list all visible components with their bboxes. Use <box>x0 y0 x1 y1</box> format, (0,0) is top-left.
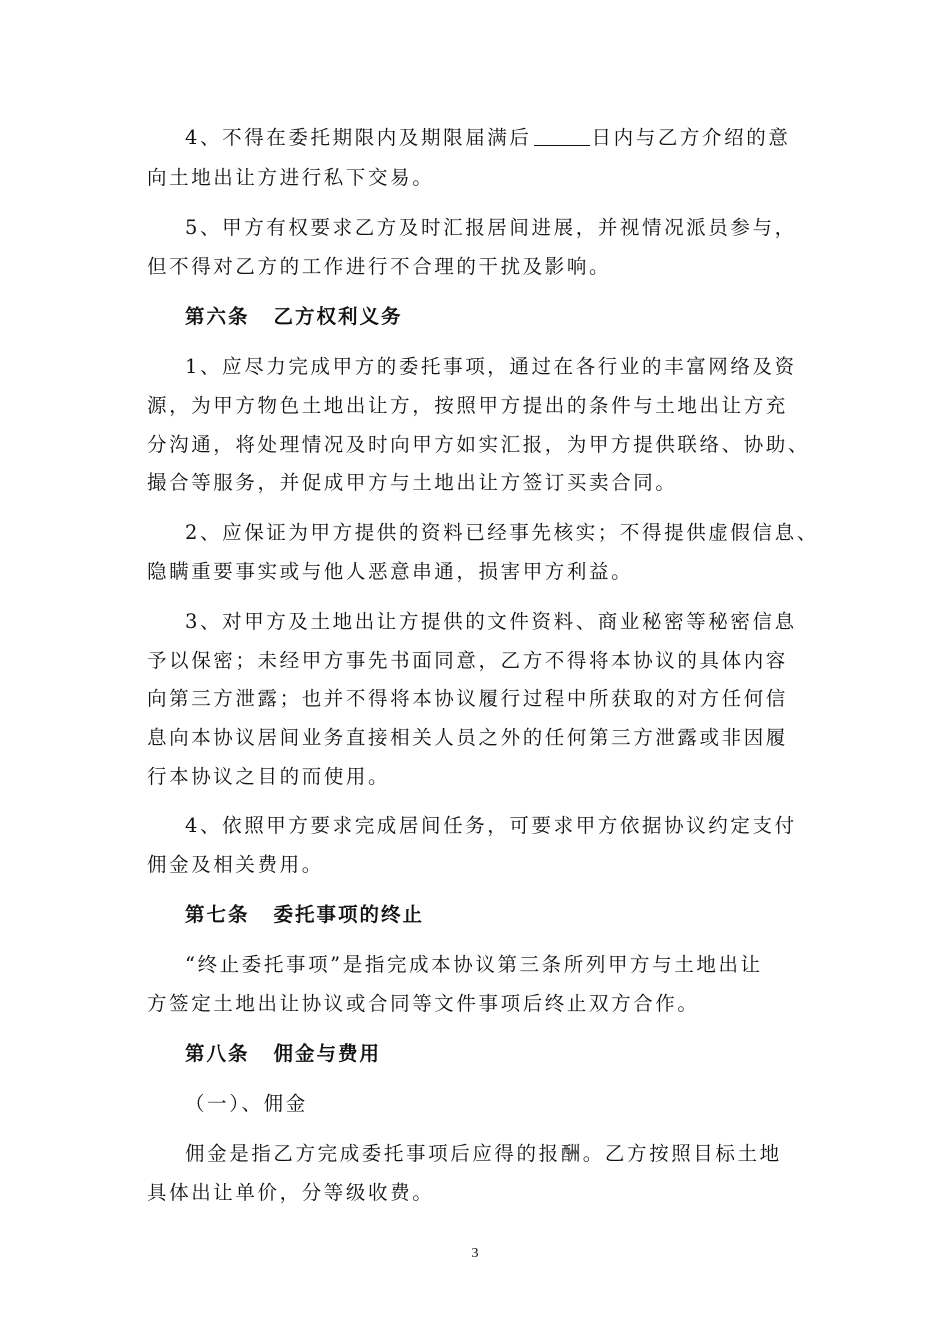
article-8-number: 第八条 <box>185 1042 250 1065</box>
article-6-number: 第六条 <box>185 305 250 328</box>
article-6-item-1-line-2: 源，为甲方物色土地出让方，按照甲方提出的条件与土地出让方充 <box>147 394 788 417</box>
article-6-item-3-line-5: 行本协议之目的而使用。 <box>147 765 391 788</box>
clause-5-line-1: 5、甲方有权要求乙方及时汇报居间进展，并视情况派员参与， <box>185 216 797 239</box>
article-6-item-4-line-2: 佣金及相关费用。 <box>147 853 324 876</box>
article-8-text-line-1: 佣金是指乙方完成委托事项后应得的报酬。乙方按照目标土地 <box>185 1142 782 1165</box>
article-8-text-line-2: 具体出让单价，分等级收费。 <box>147 1181 435 1204</box>
article-6-item-1-line-3: 分沟通，将处理情况及时向甲方如实汇报，为甲方提供联络、协助、 <box>147 433 811 456</box>
article-7-title: 委托事项的终止 <box>273 903 425 926</box>
article-6-item-3-line-4: 息向本协议居间业务直接相关人员之外的任何第三方泄露或非因履 <box>147 726 788 749</box>
clause-5-line-2: 但不得对乙方的工作进行不合理的干扰及影响。 <box>147 255 612 278</box>
article-6-title: 乙方权利义务 <box>273 305 403 328</box>
article-6-item-2-line-1: 2、应保证为甲方提供的资料已经事先核实；不得提供虚假信息、 <box>185 521 819 544</box>
article-8-heading <box>185 1041 381 1067</box>
article-8-subsection-1: （一）、佣金 <box>185 1092 308 1115</box>
clause-4-line-1 <box>185 125 790 151</box>
article-8-title: 佣金与费用 <box>273 1042 382 1065</box>
article-6-item-1-line-4: 撮合等服务，并促成甲方与土地出让方签订买卖合同。 <box>147 471 678 494</box>
article-6-heading <box>185 304 403 330</box>
fill-in-blank <box>534 127 590 146</box>
article-7-text-line-1: “终止委托事项”是指完成本协议第三条所列甲方与土地出让 <box>185 953 763 976</box>
clause-4-text-after-blank: 日内与乙方介绍的意 <box>591 126 791 149</box>
article-7-text-line-2: 方签定土地出让协议或合同等文件事项后终止双方合作。 <box>147 992 700 1015</box>
article-6-item-1-line-1: 1、应尽力完成甲方的委托事项，通过在各行业的丰富网络及资 <box>185 355 797 378</box>
article-6-item-3-line-3: 向第三方泄露；也并不得将本协议履行过程中所获取的对方任何信 <box>147 687 788 710</box>
article-6-item-2-line-2: 隐瞒重要事实或与他人恶意串通，损害甲方利益。 <box>147 560 634 583</box>
article-7-heading <box>185 902 424 928</box>
article-6-item-3-line-2: 予以保密；未经甲方事先书面同意，乙方不得将本协议的具体内容 <box>147 649 788 672</box>
clause-4-line-2: 向土地出让方进行私下交易。 <box>147 166 435 189</box>
page-number: 3 <box>471 1246 479 1261</box>
article-7-number: 第七条 <box>185 903 250 926</box>
clause-4-text-before-blank: 4、不得在委托期限内及期限届满后 <box>185 126 532 149</box>
article-6-item-3-line-1: 3、对甲方及土地出让方提供的文件资料、商业秘密等秘密信息 <box>185 610 797 633</box>
article-6-item-4-line-1: 4、依照甲方要求完成居间任务，可要求甲方依据协议约定支付 <box>185 814 797 837</box>
